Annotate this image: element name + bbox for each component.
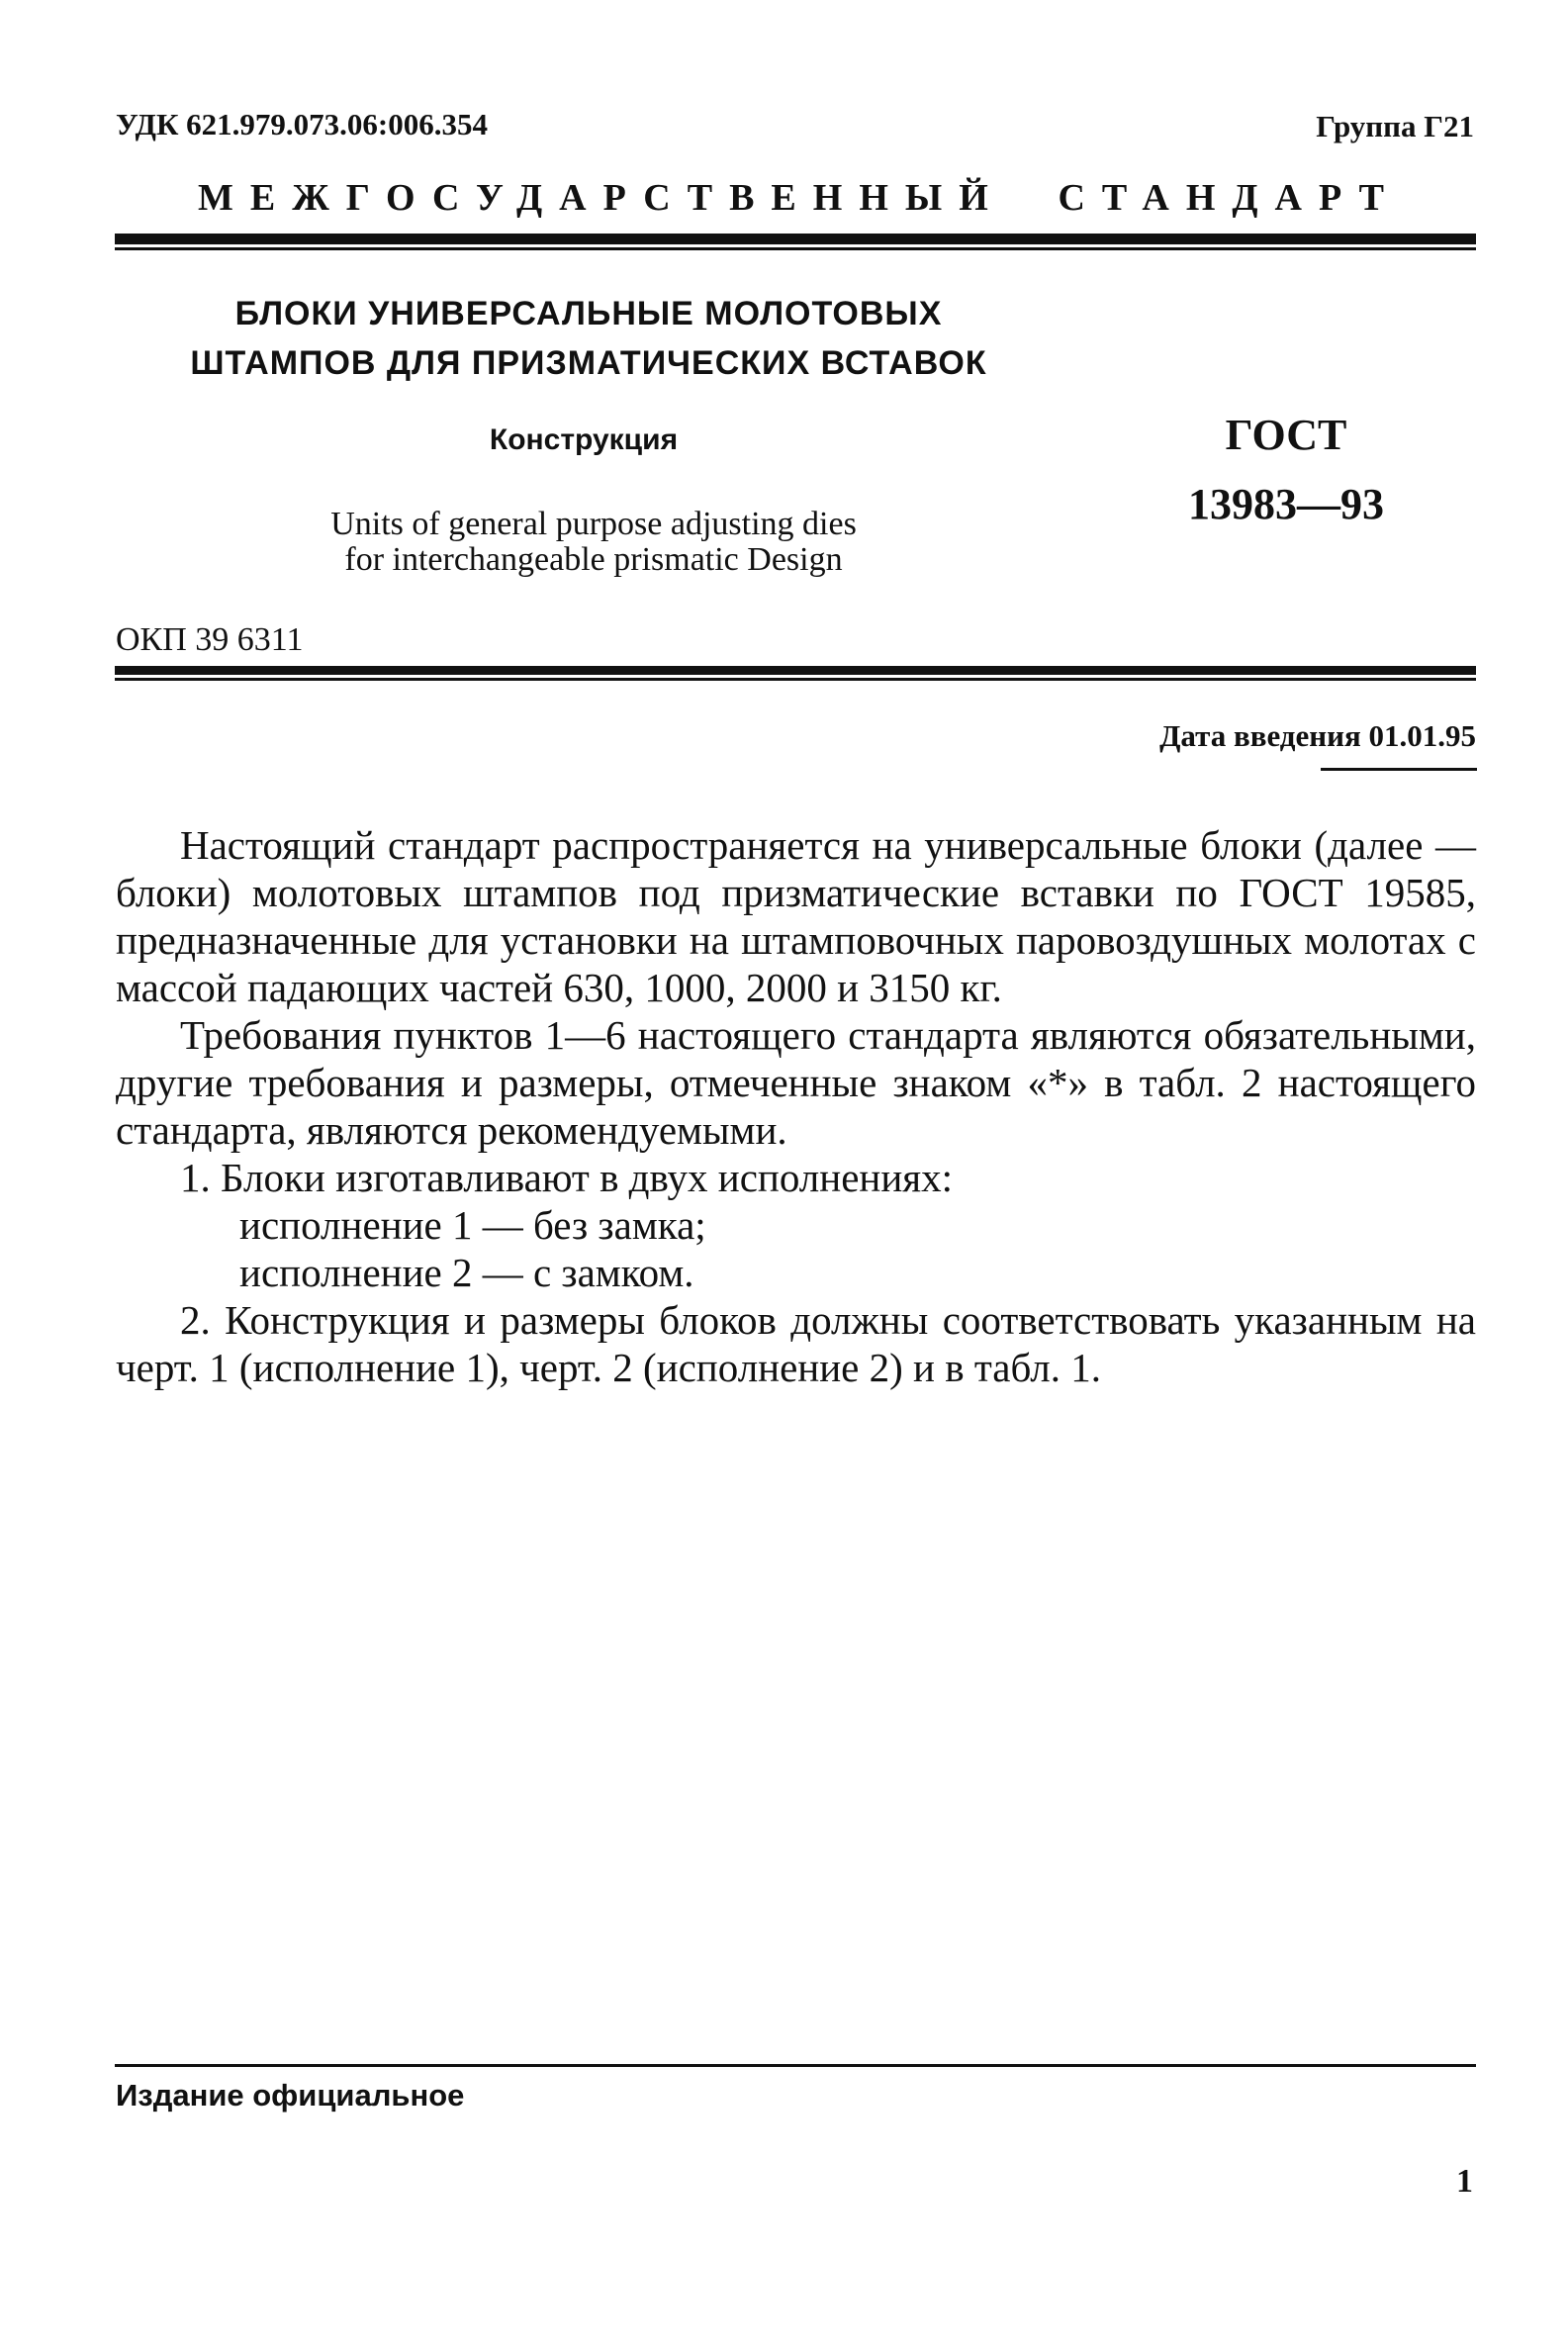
header-rule (115, 234, 1476, 244)
paragraph-item-2: 2. Конструкция и размеры блоков должны соответствовать указанным на черт. 1 (исполнение 1), черт. 2 (исполнение 2) и в табл. 1. (116, 1297, 1476, 1390)
standard-banner (198, 176, 1401, 220)
gost-designation (1172, 401, 1400, 539)
banner-left: МЕЖГОСУДАРСТВЕННЫЙ (198, 177, 1005, 219)
document-title (163, 289, 1014, 388)
paragraph-variant-2: исполнение 2 — с замком. (239, 1250, 694, 1295)
udk-code: УДК 621.979.073.06:006.354 (116, 107, 488, 141)
footer-rule (115, 2064, 1476, 2067)
section-rule-thin (115, 678, 1476, 681)
section-rule (115, 666, 1476, 675)
english-title-line-1: Units of general purpose adjusting dies (330, 506, 857, 542)
english-title (252, 507, 935, 578)
page-number: 1 (1456, 2163, 1473, 2200)
paragraph-item-1: 1. Блоки изготавливают в двух исполнениях: (180, 1155, 954, 1200)
document-body (116, 821, 1476, 1391)
banner-right: СТАНДАРТ (1058, 177, 1401, 219)
group-code: Группа Г21 (1316, 109, 1474, 143)
paragraph-requirements: Требования пунктов 1—6 настоящего стандарта являются обязательными, другие требования и размеры, отмеченные знаком «*» в табл. 2 настоящего стандарта, являются рекомендуемыми. (116, 1012, 1476, 1153)
edition-note: Издание официальное (116, 2078, 465, 2113)
title-line-1: БЛОКИ УНИВЕРСАЛЬНЫЕ МОЛОТОВЫХ (234, 295, 943, 332)
english-title-line-2: for interchangeable prismatic Design (344, 541, 843, 578)
paragraph-variant-1: исполнение 1 — без замка; (239, 1202, 706, 1248)
header-rule-thin (115, 247, 1476, 250)
okp-code: ОКП 39 6311 (116, 621, 304, 658)
date-underline (1321, 768, 1477, 771)
introduction-date: Дата введения 01.01.95 (1159, 718, 1476, 753)
subtitle: Конструкция (489, 423, 679, 456)
gost-label: ГОСТ (1225, 411, 1347, 459)
title-line-2: ШТАМПОВ ДЛЯ ПРИЗМАТИЧЕСКИХ ВСТАВОК (190, 344, 987, 382)
paragraph-scope: Настоящий стандарт распространяется на универсальные блоки (далее — блоки) молотовых штампов под призматические вставки по ГОСТ 19585, предназначенные для установки на штамповочных паровоздушных молотах с массой падающих частей 630, 1000, 2000 и 3150 кг. (116, 822, 1476, 1010)
gost-number: 13983—93 (1188, 480, 1384, 528)
